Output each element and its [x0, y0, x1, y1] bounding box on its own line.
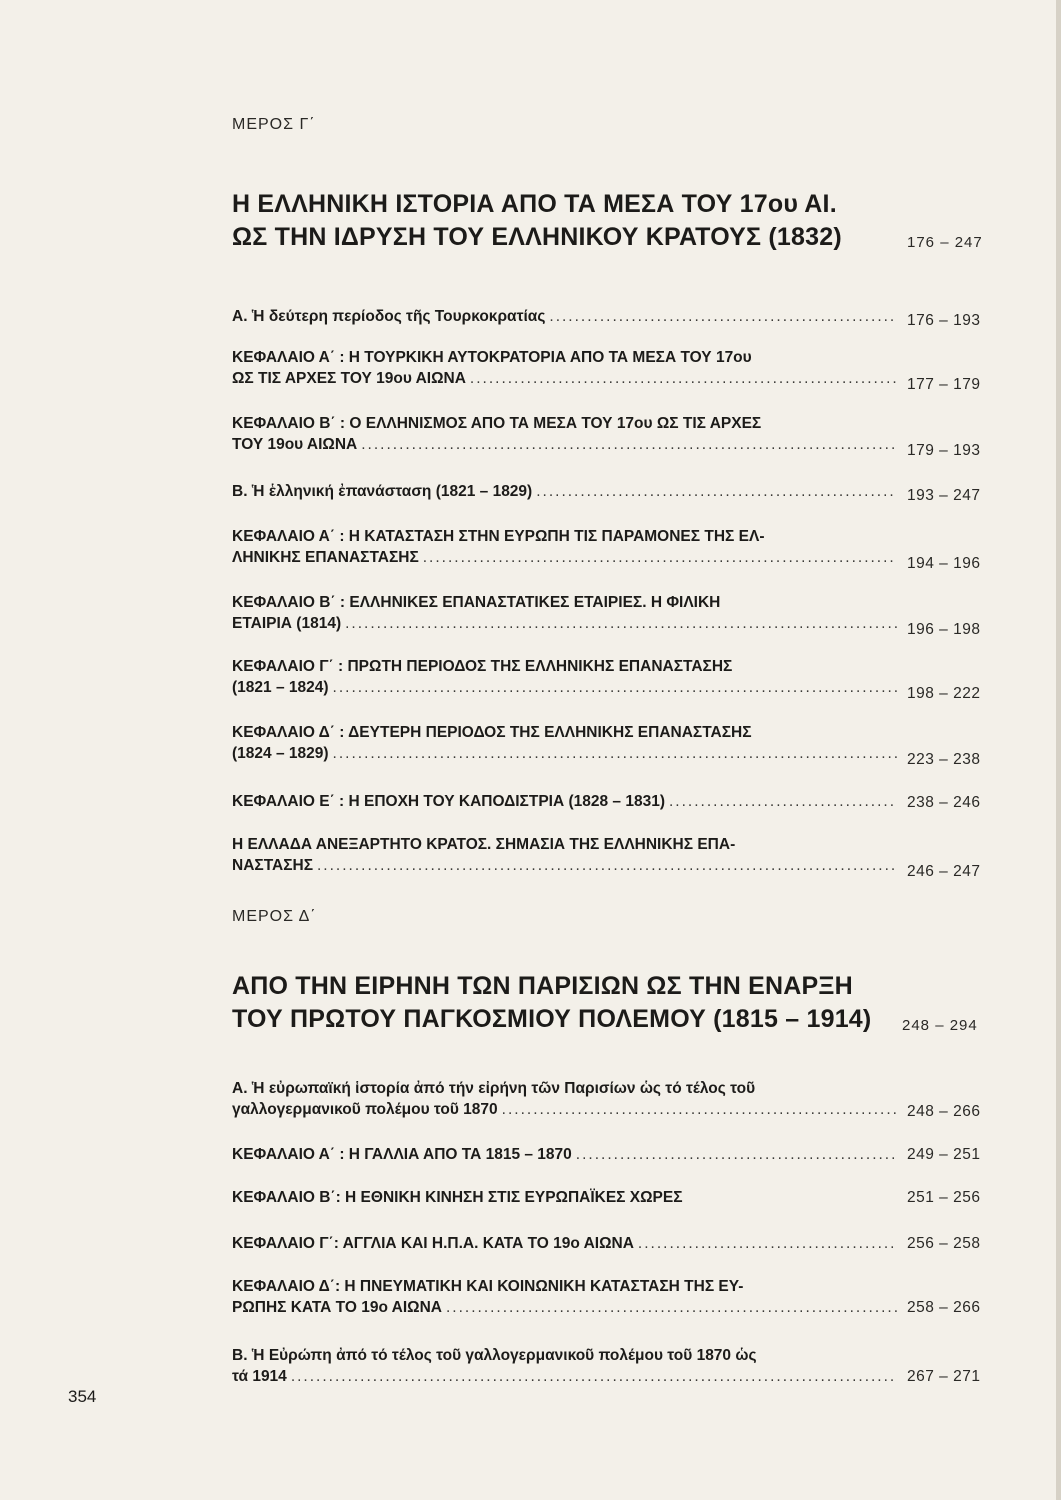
toc-entry[interactable]: [232, 347, 1012, 393]
entry-text: (1824 – 1829): [232, 745, 329, 762]
toc-entry[interactable]: [232, 413, 1012, 459]
entry-page-range: 223 – 238: [907, 751, 981, 768]
entry-page-range: 256 – 258: [907, 1235, 981, 1252]
entry-text: ΚΕΦΑΛΑΙΟ Α΄ : Η ΓΑΛΛΙΑ ΑΠΟ ΤΑ 1815 – 1870: [232, 1146, 572, 1163]
toc-entry[interactable]: [232, 1233, 1012, 1254]
entry-text: ΡΩΠΗΣ ΚΑΤΑ ΤΟ 19ο ΑΙΩΝΑ: [232, 1299, 442, 1316]
leader-dots: [669, 791, 897, 812]
toc-entry[interactable]: [232, 722, 1012, 768]
part-d-title: [232, 970, 871, 1036]
toc-entry[interactable]: [232, 656, 1012, 702]
entry-text: (1821 – 1824): [232, 679, 329, 696]
entry-text: ΚΕΦΑΛΑΙΟ Α΄ : Η ΚΑΤΑΣΤΑΣΗ ΣΤΗΝ ΕΥΡΩΠΗ ΤΙΣ ΠΑΡΑΜΟΝΕΣ ΤΗΣ ΕΛ-: [232, 528, 765, 545]
entry-text: Η ΕΛΛΑΔΑ ΑΝΕΞΑΡΤΗΤΟ ΚΡΑΤΟΣ. ΣΗΜΑΣΙΑ ΤΗΣ ΕΛΛΗΝΙΚΗΣ ΕΠΑ-: [232, 836, 736, 853]
leader-dots: [470, 368, 897, 389]
part-c-page-range: 176 – 247: [907, 234, 983, 251]
entry-text: τά 1914: [232, 1368, 287, 1385]
entry-text: ΚΕΦΑΛΑΙΟ Β΄ : ΕΛΛΗΝΙΚΕΣ ΕΠΑΝΑΣΤΑΤΙΚΕΣ ΕΤΑΙΡΙΕΣ. Η ΦΙΛΙΚΗ: [232, 594, 721, 611]
leader-dots: [549, 306, 897, 327]
entry-text: ΚΕΦΑΛΑΙΟ Α΄ : Η ΤΟΥΡΚΙΚΗ ΑΥΤΟΚΡΑΤΟΡΙΑ ΑΠΟ ΤΑ ΜΕΣΑ ΤΟΥ 17ου: [232, 349, 752, 366]
entry-text: ΚΕΦΑΛΑΙΟ Β΄: Η ΕΘΝΙΚΗ ΚΙΝΗΣΗ ΣΤΙΣ ΕΥΡΩΠΑΪΚΕΣ ΧΩΡΕΣ: [232, 1189, 683, 1206]
entry-text: Β. Ἡ ἑλληνική ἐπανάσταση (1821 – 1829): [232, 483, 533, 500]
entry-page-range: 248 – 266: [907, 1103, 981, 1120]
leader-dots: [576, 1144, 897, 1165]
toc-entry[interactable]: [232, 526, 1012, 572]
toc-entry[interactable]: [232, 592, 1012, 638]
entry-text: Α. Ἡ δεύτερη περίοδος τῆς Τουρκοκρατίας: [232, 308, 546, 325]
leader-dots: [291, 1366, 897, 1387]
part-d-label: ΜΕΡΟΣ Δ΄: [232, 908, 317, 925]
toc-entry[interactable]: [232, 1345, 1012, 1387]
entry-text: ΚΕΦΑΛΑΙΟ Δ΄: Η ΠΝΕΥΜΑΤΙΚΗ ΚΑΙ ΚΟΙΝΩΝΙΚΗ ΚΑΤΑΣΤΑΣΗ ΤΗΣ ΕΥ-: [232, 1278, 744, 1295]
entry-text: ΚΕΦΑΛΑΙΟ Γ΄: ΑΓΓΛΙΑ ΚΑΙ Η.Π.Α. ΚΑΤΑ ΤΟ 19ο ΑΙΩΝΑ: [232, 1235, 634, 1252]
part-d-title-line1: ΑΠΟ ΤΗΝ ΕΙΡΗΝΗ ΤΩΝ ΠΑΡΙΣΙΩΝ ΩΣ ΤΗΝ ΕΝΑΡΞΗ: [232, 972, 853, 1000]
toc-entry[interactable]: [232, 1276, 1012, 1318]
entry-page-range: 176 – 193: [907, 312, 981, 329]
entry-page-range: 238 – 246: [907, 794, 981, 811]
entry-text: Β. Ἡ Εὐρώπη ἀπό τό τέλος τοῦ γαλλογερμανικοῦ πολέμου τοῦ 1870 ὡς: [232, 1347, 757, 1364]
leader-dots: [502, 1099, 897, 1120]
entry-text: Α. Ἡ εὐρωπαϊκή ἱστορία ἀπό τήν εἰρήνη τῶν Παρισίων ὡς τό τέλος τοῦ: [232, 1080, 756, 1097]
toc-entry[interactable]: [232, 306, 1012, 327]
entry-text: ΕΤΑΙΡΙΑ (1814): [232, 615, 342, 632]
toc-entry[interactable]: [232, 834, 1012, 880]
entry-text: ΚΕΦΑΛΑΙΟ Γ΄ : ΠΡΩΤΗ ΠΕΡΙΟΔΟΣ ΤΗΣ ΕΛΛΗΝΙΚΗΣ ΕΠΑΝΑΣΤΑΣΗΣ: [232, 658, 733, 675]
entry-page-range: 198 – 222: [907, 685, 981, 702]
entry-text: ΛΗΝΙΚΗΣ ΕΠΑΝΑΣΤΑΣΗΣ: [232, 549, 419, 566]
entry-text: ΝΑΣΤΑΣΗΣ: [232, 857, 313, 874]
leader-dots: [333, 677, 897, 698]
leader-dots: [423, 547, 897, 568]
entry-page-range: 177 – 179: [907, 376, 981, 393]
leader-dots: [446, 1297, 897, 1318]
entry-page-range: 179 – 193: [907, 442, 981, 459]
entry-text: γαλλογερμανικοῦ πολέμου τοῦ 1870: [232, 1101, 498, 1118]
entry-text: ΚΕΦΑΛΑΙΟ Ε΄ : Η ΕΠΟΧΗ ΤΟΥ ΚΑΠΟΔΙΣΤΡΙΑ (1828 – 1831): [232, 793, 665, 810]
page-edge: [1056, 0, 1061, 1500]
leader-dots: [317, 855, 897, 876]
part-c-label: ΜΕΡΟΣ Γ΄: [232, 116, 316, 133]
entry-text: ΤΟΥ 19ου ΑΙΩΝΑ: [232, 436, 358, 453]
part-d-page-range: 248 – 294: [902, 1017, 978, 1034]
toc-entry[interactable]: [232, 1078, 1012, 1120]
toc-entry[interactable]: [232, 1144, 1012, 1165]
part-c-title-line2: ΩΣ ΤΗΝ ΙΔΡΥΣΗ ΤΟΥ ΕΛΛΗΝΙΚΟΥ ΚΡΑΤΟΥΣ (1832): [232, 223, 842, 251]
leader-dots: [333, 743, 897, 764]
leader-dots: [638, 1233, 897, 1254]
toc-entry[interactable]: [232, 481, 1012, 502]
entry-page-range: 249 – 251: [907, 1146, 981, 1163]
toc-entry[interactable]: [232, 791, 1012, 812]
entry-page-range: 251 – 256: [907, 1189, 981, 1206]
leader-dots: [536, 481, 897, 502]
leader-dots: [361, 434, 897, 455]
entry-page-range: 246 – 247: [907, 863, 981, 880]
leader-dots: [345, 613, 897, 634]
page-number: 354: [68, 1387, 97, 1406]
entry-page-range: 196 – 198: [907, 621, 981, 638]
entry-page-range: 193 – 247: [907, 487, 981, 504]
part-d-title-line2: ΤΟΥ ΠΡΩΤΟΥ ΠΑΓΚΟΣΜΙΟΥ ΠΟΛΕΜΟΥ (1815 – 1914): [232, 1005, 872, 1033]
entry-page-range: 267 – 271: [907, 1368, 981, 1385]
entry-page-range: 194 – 196: [907, 555, 981, 572]
entry-text: ΚΕΦΑΛΑΙΟ Δ΄ : ΔΕΥΤΕΡΗ ΠΕΡΙΟΔΟΣ ΤΗΣ ΕΛΛΗΝΙΚΗΣ ΕΠΑΝΑΣΤΑΣΗΣ: [232, 724, 752, 741]
entry-text: ΚΕΦΑΛΑΙΟ Β΄ : Ο ΕΛΛΗΝΙΣΜΟΣ ΑΠΟ ΤΑ ΜΕΣΑ ΤΟΥ 17ου ΩΣ ΤΙΣ ΑΡΧΕΣ: [232, 415, 762, 432]
part-c-title-line1: Η ΕΛΛΗΝΙΚΗ ΙΣΤΟΡΙΑ ΑΠΟ ΤΑ ΜΕΣΑ ΤΟΥ 17ου ΑΙ.: [232, 190, 837, 218]
entry-page-range: 258 – 266: [907, 1299, 981, 1316]
part-c-title: [232, 188, 842, 254]
entry-text: ΩΣ ΤΙΣ ΑΡΧΕΣ ΤΟΥ 19ου ΑΙΩΝΑ: [232, 370, 466, 387]
toc-entry[interactable]: [232, 1187, 1012, 1208]
